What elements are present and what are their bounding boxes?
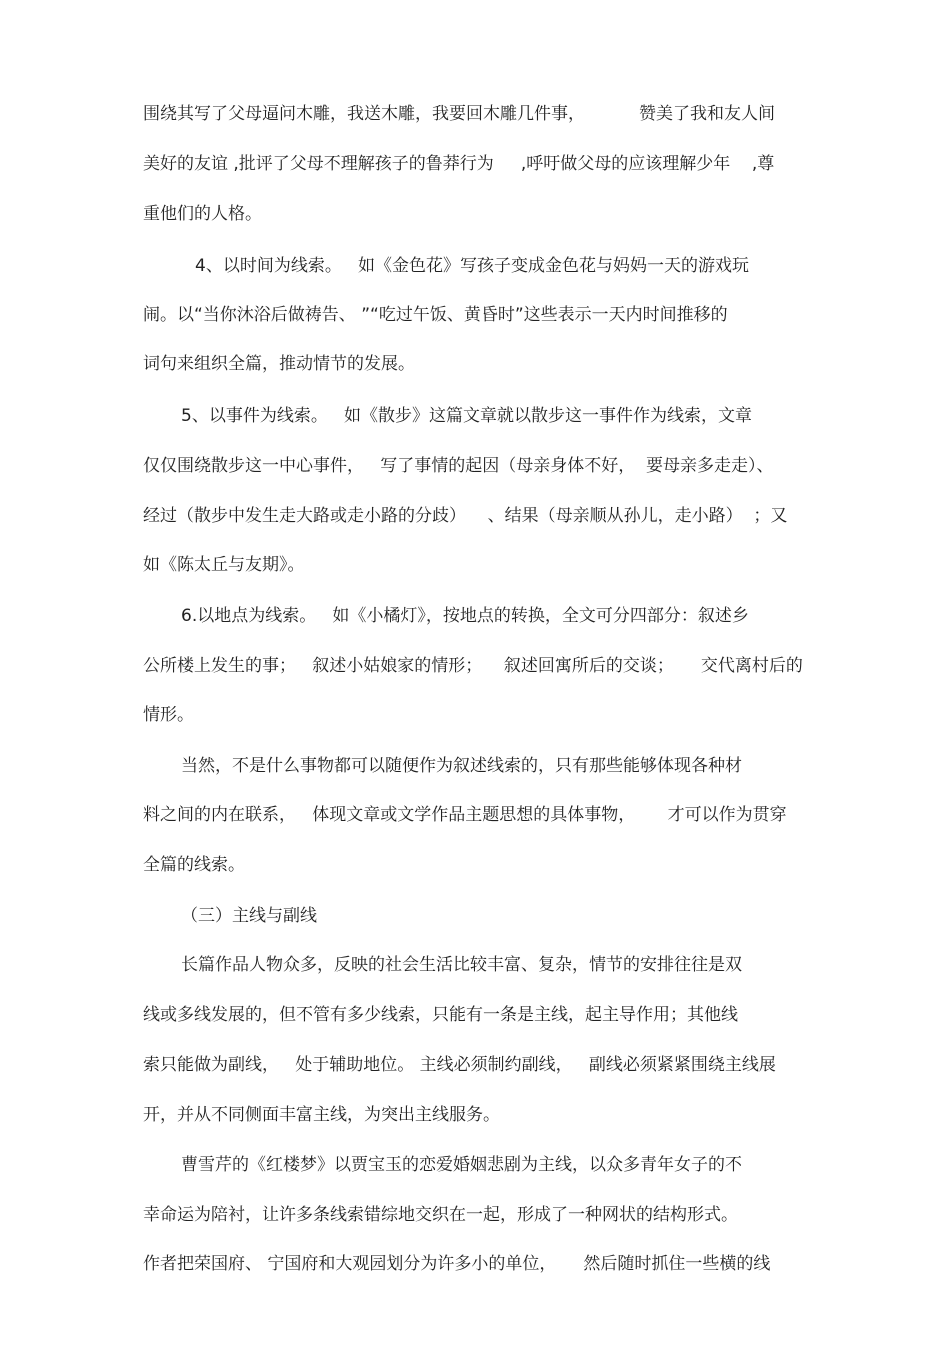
text-line: 情形。 — [143, 705, 194, 725]
text-line: 经过（散步中发生走大路或走小路的分歧） 、结果（母亲顺从孙儿，走小路） ；又 — [143, 506, 788, 526]
text-line: 美好的友谊 ,批评了父母不理解孩子的鲁莽行为 ,呼吁做父母的应该理解少年 ,尊 — [143, 154, 775, 174]
text-line: 闹。以“当你沐浴后做祷告、 ”“吃过午饭、黄昏时”这些表示一天内时间推移的 — [143, 305, 728, 325]
text-line: 公所楼上发生的事； 叙述小姑娘家的情形； 叙述回寓所后的交谈； 交代离村后的 — [143, 656, 803, 676]
text-line: 4、以时间为线索。 如《金色花》写孩子变成金色花与妈妈一天的游戏玩 — [195, 256, 750, 276]
text-line: 全篇的线索。 — [143, 855, 245, 875]
text-line: 如《陈太丘与友期》。 — [143, 555, 305, 575]
text-line: 索只能做为副线， 处于辅助地位。 主线必须制约副线， 副线必须紧紧围绕主线展 — [143, 1055, 776, 1075]
text-line: 线或多线发展的，但不管有多少线索，只能有一条是主线，起主导作用；其他线 — [143, 1005, 738, 1025]
text-line: 词句来组织全篇，推动情节的发展。 — [143, 354, 415, 374]
text-line: 开，并从不同侧面丰富主线，为突出主线服务。 — [143, 1105, 500, 1125]
text-line: 当然，不是什么事物都可以随便作为叙述线索的，只有那些能够体现各种材 — [181, 756, 742, 776]
section-heading: （三）主线与副线 — [181, 906, 317, 926]
text-line: 作者把荣国府、 宁国府和大观园划分为许多小的单位， 然后随时抓住一些横的线 — [143, 1254, 771, 1274]
text-line: 料之间的内在联系， 体现文章或文学作品主题思想的具体事物， 才可以作为贯穿 — [143, 805, 787, 825]
text-line: 长篇作品人物众多，反映的社会生活比较丰富、复杂，情节的安排往往是双 — [181, 955, 742, 975]
text-line: 幸命运为陪衬，让许多条线索错综地交织在一起，形成了一种网状的结构形式。 — [143, 1205, 738, 1225]
text-line: 曹雪芹的《红楼梦》以贾宝玉的恋爱婚姻悲剧为主线，以众多青年女子的不 — [181, 1155, 742, 1175]
text-line: 围绕其写了父母逼问木雕，我送木雕，我要回木雕几件事， 赞美了我和友人间 — [143, 104, 776, 124]
text-line: 重他们的人格。 — [143, 204, 262, 224]
text-line: 仅仅围绕散步这一中心事件， 写了事情的起因（母亲身体不好， 要母亲多走走）、 — [143, 456, 774, 476]
text-line: 6.以地点为线索。 如《小橘灯》，按地点的转换，全文可分四部分：叙述乡 — [181, 606, 749, 626]
text-line: 5、以事件为线索。 如《散步》这篇文章就以散步这一事件作为线索，文章 — [181, 406, 753, 426]
